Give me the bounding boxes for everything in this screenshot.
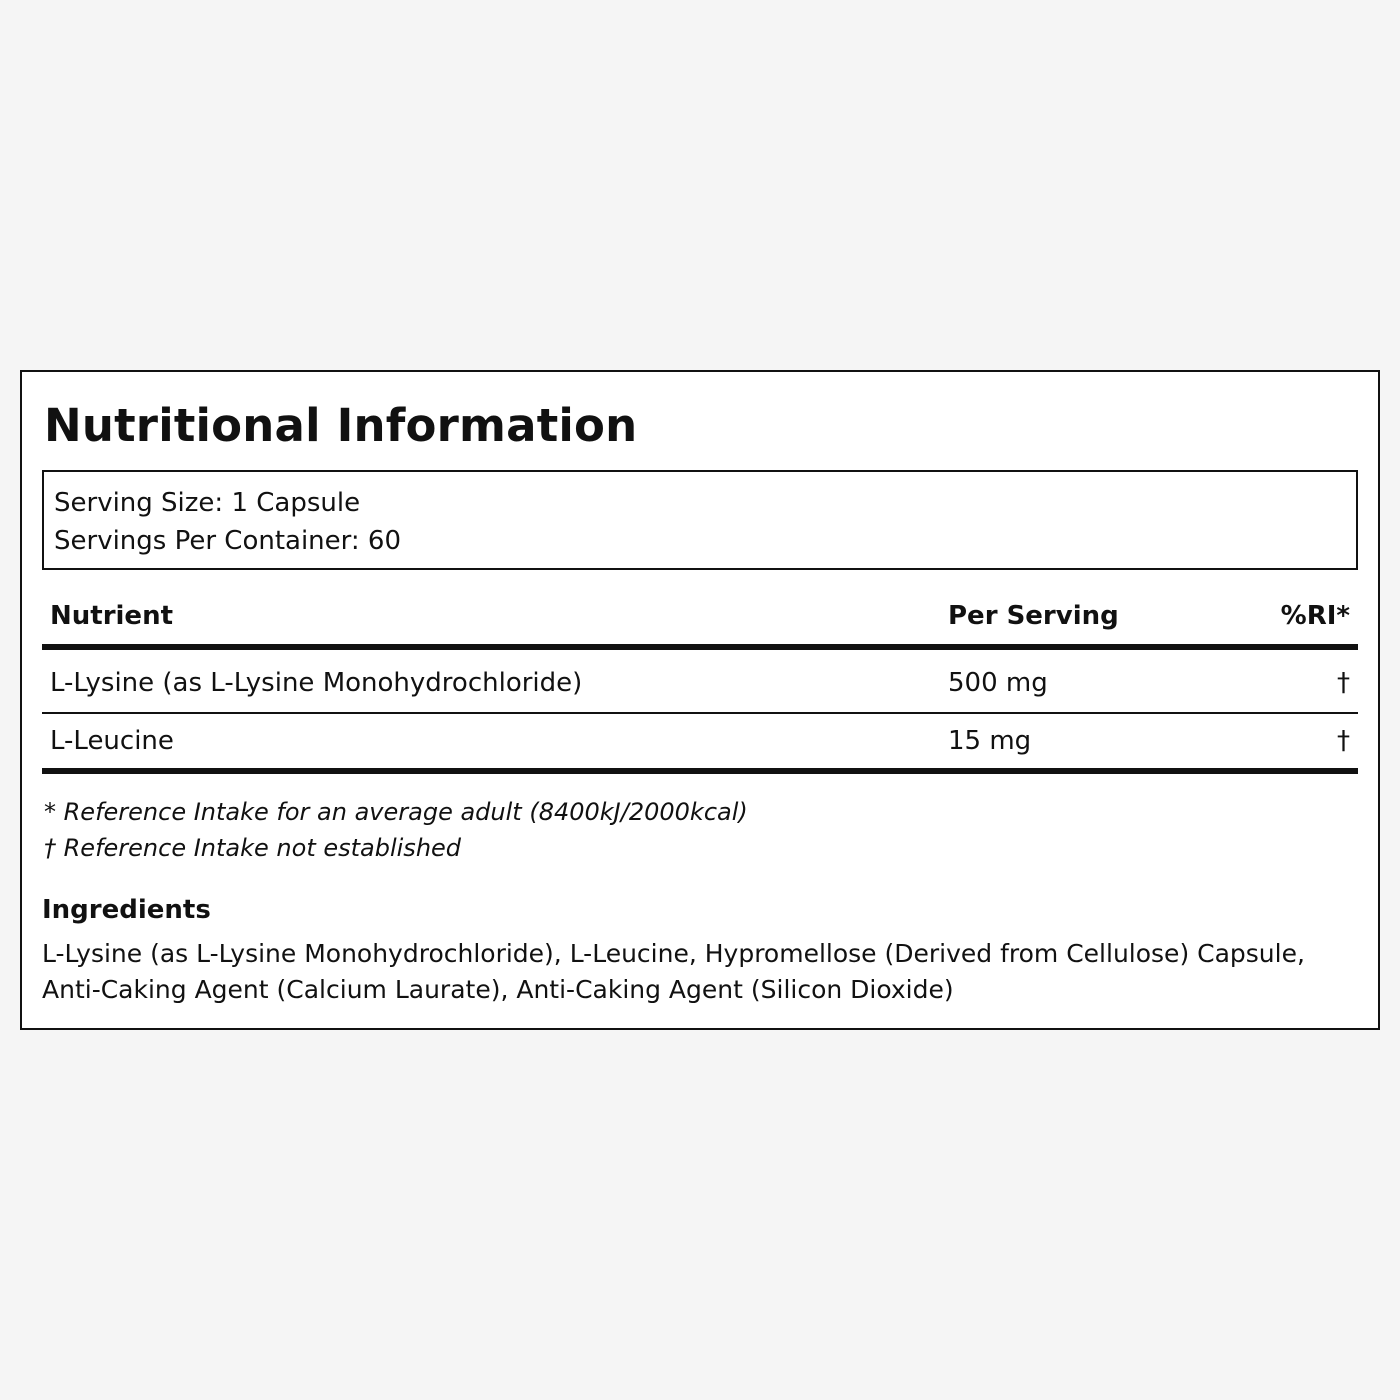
panel-title: Nutritional Information <box>44 399 638 452</box>
table-row <box>42 650 1358 714</box>
nutrient-amount: 15 mg <box>948 726 1032 756</box>
nutrient-name: L-Lysine (as L-Lysine Monohydrochloride) <box>50 668 583 698</box>
servings-per-container: Servings Per Container: 60 <box>54 526 402 556</box>
nutrient-name: L-Leucine <box>50 726 174 756</box>
ingredients-text: L-Lysine (as L-Lysine Monohydrochloride), L-Leucine, Hypromellose (Derived from Cellulose) Capsule, Anti-Caking Agent (Calcium Laurate), Anti-Caking Agent (Silicon Dioxide) <box>42 939 1305 1004</box>
nutrient-ri: † <box>1337 726 1350 756</box>
header-ri: %RI* <box>1280 601 1350 631</box>
footnote-not-established: † Reference Intake not established <box>44 834 462 862</box>
nutrient-ri: † <box>1337 668 1350 698</box>
nutrient-table <box>42 594 1358 774</box>
serving-info-box <box>42 470 1358 570</box>
nutrition-panel <box>20 370 1380 1030</box>
nutrient-amount: 500 mg <box>948 668 1048 698</box>
header-per-serving: Per Serving <box>948 601 1119 631</box>
footnote-reference-intake: * Reference Intake for an average adult (8400kJ/2000kcal) <box>44 798 748 826</box>
serving-size: Serving Size: 1 Capsule <box>54 488 361 518</box>
table-row <box>42 714 1358 774</box>
table-header-row <box>42 594 1358 650</box>
header-nutrient: Nutrient <box>50 601 174 631</box>
footnotes <box>44 794 748 866</box>
ingredients-heading: Ingredients <box>42 895 211 925</box>
